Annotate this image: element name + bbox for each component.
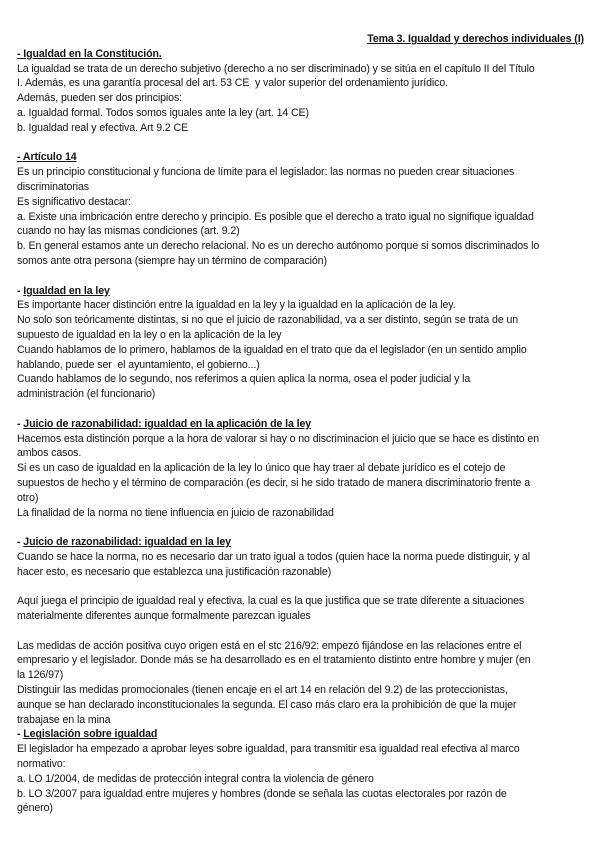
section-heading — [17, 727, 584, 742]
paragraph-line: La finalidad de la norma no tiene influencia en juicio de razonabilidad — [17, 506, 334, 519]
paragraph-line: Las medidas de acción positiva cuyo origen está en el stc 216/92: empezó fijándose en las relaciones entre el — [17, 639, 522, 652]
paragraph-line: b. LO 3/2007 para igualdad entre mujeres y hombres (donde se señala las cuotas electorales por razón de — [17, 787, 507, 800]
blank-line — [17, 624, 584, 639]
paragraph-line: Hacemos esta distinción porque a la hora de valorar si hay o no discriminacion el juicio que se hace es distinto en — [17, 432, 540, 445]
section-heading — [17, 417, 584, 432]
paragraph-line: Cuando hablamos de lo primero, hablamos de la igualdad en el trato que da el legislador (en un sentido amplio — [17, 343, 527, 356]
blank-line — [17, 579, 584, 594]
heading-text: Artículo 14 — [22, 151, 77, 164]
paragraph-line: Cuando se hace la norma, no es necesario dar un trato igual a todos (quien hace la norma puede distinguir, y al — [17, 550, 531, 563]
paragraph-line: Cuando hablamos de lo segundo, nos referimos a quien aplica la norma, osea el poder judicial y la — [17, 373, 471, 386]
heading-dash: - — [17, 417, 24, 430]
section-heading — [17, 150, 584, 165]
paragraph-line: Distinguir las medidas promocionales (tienen encaje en el art 14 en relación del 9.2) de las proteccionistas, — [17, 684, 508, 697]
paragraph-line: ambos casos. — [17, 447, 82, 460]
paragraph-line: b. En general estamos ante un derecho relacional. No es un derecho autónomo porque si somos discriminados lo — [17, 240, 540, 253]
heading-dash: - — [17, 151, 23, 164]
paragraph-line: somos ante otra persona (siempre hay un término de comparación) — [17, 254, 327, 267]
paragraph — [17, 639, 584, 728]
paragraph-line: Si es un caso de igualdad en la aplicación de la ley lo único que hay traer al debate jurídico es el cotejo de — [17, 462, 506, 475]
paragraph-line: discriminatorias — [17, 180, 89, 193]
section-heading — [17, 284, 584, 299]
blank-line — [17, 402, 584, 417]
paragraph-line: supuestos de hecho y el término de comparación (es decir, si he sido tratado de manera discriminatorio frente a — [17, 476, 530, 489]
paragraph — [17, 742, 584, 816]
heading-dash: - — [17, 47, 24, 60]
heading-dash: - — [17, 728, 24, 741]
paragraph-line: materialmente diferentes aunque formalmente parezcan iguales — [17, 610, 311, 623]
paragraph-line: normativo: — [17, 758, 66, 771]
blank-line — [17, 136, 584, 151]
document-content — [17, 32, 584, 816]
paragraph-line: cuando no hay las mismas condiciones (art. 9.2) — [17, 225, 240, 238]
heading-dash: - — [17, 284, 24, 297]
paragraph-line: I. Además, es una garantía procesal del art. 53 CE y valor superior del ordenamiento jurídico. — [17, 77, 448, 90]
paragraph-line: trabajase en la mina — [17, 713, 111, 726]
paragraph-line: a. LO 1/2004, de medidas de protección integral contra la violencia de género — [17, 772, 374, 785]
paragraph — [17, 432, 584, 521]
paragraph-line: La igualdad se trata de un derecho subjetivo (derecho a no ser discriminado) y se sitúa en el capítulo II del Título — [17, 62, 535, 75]
paragraph-line: la 126/97) — [17, 669, 64, 682]
paragraph — [17, 550, 584, 580]
paragraph-line: hacer esto, es necesario que establezca una justificación razonable) — [17, 565, 332, 578]
paragraph-line: b. Igualdad real y efectiva. Art 9.2 CE — [17, 121, 188, 134]
heading-text: Juicio de razonabilidad: igualdad en la aplicación de la ley — [23, 417, 312, 430]
paragraph-line: Es importante hacer distinción entre la igualdad en la ley y la igualdad en la aplicación de la ley. — [17, 299, 456, 312]
heading-text: Igualdad en la ley — [23, 284, 110, 297]
paragraph-line: No solo son teóricamente distintas, si no que el juicio de razonabilidad, va a ser distinto, según se trata de un — [17, 314, 519, 327]
paragraph-line: administración (el funcionario) — [17, 388, 156, 401]
paragraph-line: otro) — [17, 491, 39, 504]
heading-dash: - — [17, 536, 24, 549]
paragraph — [17, 594, 584, 624]
paragraph-line: aunque se han declarado inconstitucionales la segunda. El caso más claro era la prohibición de que la mujer — [17, 698, 517, 711]
document-title — [17, 32, 584, 47]
paragraph-line: Es significativo destacar: — [17, 195, 131, 208]
heading-text: Igualdad en la Constitución. — [23, 47, 162, 60]
paragraph-line: hablando, puede ser el ayuntamiento, el gobierno...) — [17, 358, 260, 371]
paragraph-line: El legislador ha empezado a aprobar leyes sobre igualdad, para transmitir esa igualdad real efectiva al marco — [17, 743, 520, 756]
paragraph-line: Además, pueden ser dos principios: — [17, 92, 183, 105]
document-title-text: Tema 3. Igualdad y derechos individuales (I) — [367, 33, 584, 45]
section-heading — [17, 535, 584, 550]
blank-line — [17, 269, 584, 284]
paragraph-line: a. Existe una imbricación entre derecho y principio. Es posible que el derecho a trato igual no signifique igualdad — [17, 210, 534, 223]
paragraph-line: Aquí juega el principio de igualdad real y efectiva, la cual es la que justifica que se trate diferente a situaciones — [17, 595, 525, 608]
heading-text: Juicio de razonabilidad: igualdad en la ley — [23, 536, 231, 549]
paragraph — [17, 165, 584, 269]
blank-line — [17, 520, 584, 535]
section-heading — [17, 47, 584, 62]
paragraph-line: Es un principio constitucional y funciona de límite para el legislador: las normas no pueden crear situaciones — [17, 166, 515, 179]
heading-text: Legislación sobre igualdad — [23, 728, 158, 741]
paragraph-line: supuesto de igualdad en la ley o en la aplicación de la ley — [17, 328, 282, 341]
paragraph-line: empresario y el legislador. Donde más se ha desarrollado es en el tratamiento distinto entre hombre y mujer (en — [17, 654, 531, 667]
paragraph — [17, 298, 584, 402]
paragraph-line: a. Igualdad formal. Todos somos iguales ante la ley (art. 14 CE) — [17, 106, 309, 119]
paragraph — [17, 62, 584, 136]
paragraph-line: género) — [17, 802, 53, 815]
